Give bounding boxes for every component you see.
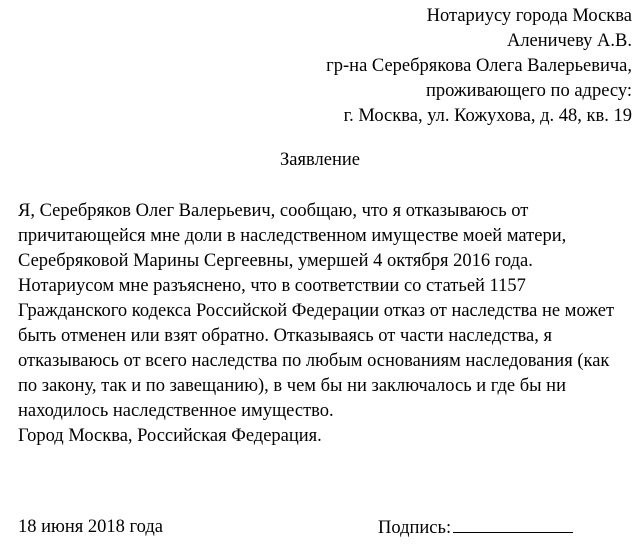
applicant-name: гр-на Серебрякова Олега Валерьевича, — [326, 56, 632, 76]
statement-paragraph-refusal: Я, Серебряков Олег Валерьевич, сообщаю, что я отказываюсь от причитающейся мне доли в наследственном имуществе моей матери, Серебряковой Марины Сергеевны, умершей 4 октября 2016 года. — [18, 201, 567, 271]
signature-label: Подпись: — [378, 518, 452, 538]
addressee-notary-name: Аленичеву А.В. — [506, 31, 632, 51]
signature-line — [453, 515, 573, 533]
applicant-address: г. Москва, ул. Кожухова, д. 48, кв. 19 — [343, 106, 632, 126]
document-date: 18 июня 2018 года — [18, 517, 163, 537]
statement-paragraph-place: Город Москва, Российская Федерация. — [18, 426, 322, 446]
document-title: Заявление — [280, 150, 360, 170]
applicant-residence-label: проживающего по адресу: — [425, 81, 632, 101]
statement-body — [18, 199, 630, 449]
statement-paragraph-explanation: Нотариусом мне разъяснено, что в соответствии со статьей 1157 Гражданского кодекса Российской Федерации отказ от наследства не может быть отменен или взят обратно. Отказываясь от части наследства, я отказываюсь от всего наследства по любым основаниям наследования (как по закону, так и по завещанию), в чем бы ни заключалось и где бы ни находилось наследственное имущество. — [18, 276, 615, 421]
addressee-notary-city: Нотариусу города Москва — [426, 6, 632, 26]
addressee-block — [326, 4, 632, 129]
signature-field — [378, 515, 573, 541]
